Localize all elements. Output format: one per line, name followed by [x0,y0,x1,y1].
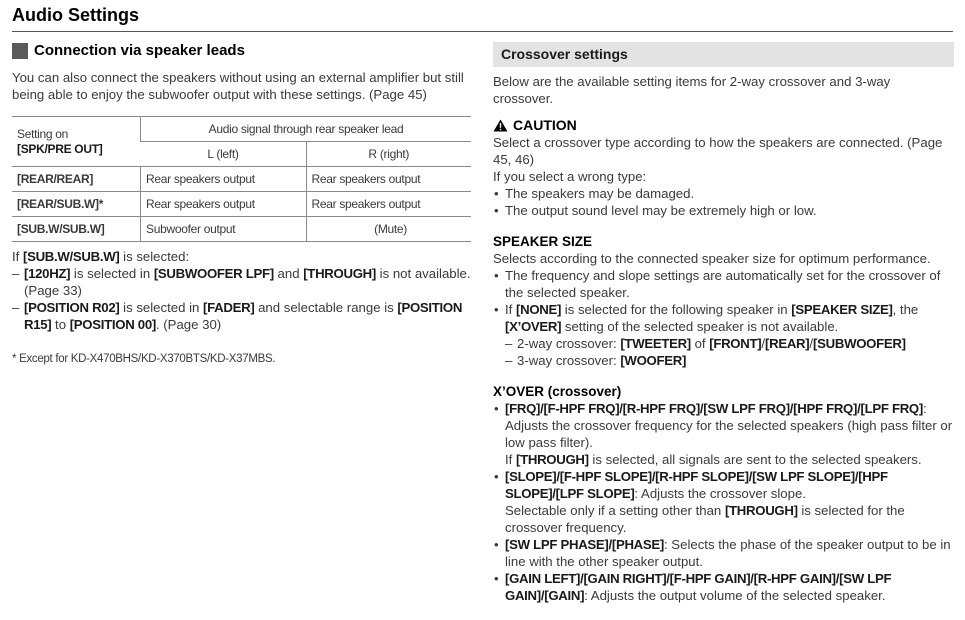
crossover-settings-heading: Crossover settings [493,42,954,67]
table-row [12,192,471,217]
setting-on-key: [SPK/PRE OUT] [17,141,103,156]
row-setting: [REAR/REAR] [12,167,141,192]
list-item: – 3-way crossover: [WOOFER] [505,352,954,369]
if-selected-note [12,248,472,265]
speaker-size-desc: Selects according to the connected speaker size for optimum performance. [493,251,931,266]
caution-heading [493,117,954,134]
speaker-size-list [493,267,954,369]
row-left-value: Rear speakers output [141,192,307,217]
table-group-header: Audio signal through rear speaker lead [141,117,472,142]
wrong-type-list [493,185,954,219]
caution-title: CAUTION [513,117,577,133]
col-left-header: L (left) [141,142,307,167]
table-header-row [12,117,471,142]
if-post: is selected: [119,249,190,264]
list-item: • [FRQ]/[F-HPF FRQ]/[R-HPF FRQ]/[SW LPF FRQ]/[HPF FRQ]/[LPF FRQ]: Adjusts the crossover frequency for the selected speakers (high pass filter or low pass filter). If [THROUGH] is selected, all signals are sent to the selected speakers. [493,400,954,468]
table-row [12,167,471,192]
crossover-type-list [505,335,954,369]
right-column [493,42,954,604]
section-title: Connection via speaker leads [34,42,245,59]
warning-triangle-icon [493,119,508,132]
title-divider [12,31,953,32]
speaker-output-table [12,116,471,242]
if-pre: If [12,249,23,264]
if-key: [SUB.W/SUB.W] [23,249,120,264]
list-item: – [120HZ] is selected in [SUBWOOFER LPF] and [THROUGH] is not available. (Page 33) [12,265,472,299]
table-setting-header [12,117,141,167]
list-item: – 2-way crossover: [TWEETER] of [FRONT]/[REAR]/[SUBWOOFER] [505,335,954,352]
setting-on-label: Setting on [17,126,69,141]
wrong-type-label: If you select a wrong type: [493,169,647,184]
footnote: * Except for KD-X470BHS/KD-X370BTS/KD-X37MBS. [12,353,276,365]
row-setting: [SUB.W/SUB.W] [12,217,141,242]
row-right-value: (Mute) [306,217,471,242]
list-item: • The frequency and slope settings are automatically set for the crossover of the selected speaker. [493,267,954,301]
col-right-header: R (right) [306,142,471,167]
row-right-value: Rear speakers output [306,192,471,217]
notes-list [12,265,472,333]
list-item: • If [NONE] is selected for the following speaker in [SPEAKER SIZE], the [X’OVER] setting of the selected speaker is not available. – 2-way crossover: [TWEETER] of [FRONT]/[REAR]/[SUBWOOFER] – 3-way crossover: [WOOFER] [493,301,954,369]
caution-text: Select a crossover type according to how the speakers are connected. (Page 45, 46) [493,135,943,167]
table-row [12,217,471,242]
row-setting: [REAR/SUB.W]* [12,192,141,217]
list-item: • [SLOPE]/[F-HPF SLOPE]/[R-HPF SLOPE]/[SW LPF SLOPE]/[HPF SLOPE]/[LPF SLOPE]: Adjusts the crossover slope. Selectable only if a setting other than [THROUGH] is selected for the crossover frequency. [493,468,954,536]
list-item: • [GAIN LEFT]/[GAIN RIGHT]/[F-HPF GAIN]/[R-HPF GAIN]/[SW LPF GAIN]/[GAIN]: Adjusts the output volume of the selected speaker. [493,570,954,604]
crossover-intro: Below are the available setting items for 2-way crossover and 3-way crossover. [493,74,891,106]
speaker-size-heading: SPEAKER SIZE [493,234,593,249]
list-item: • The speakers may be damaged. [493,185,954,202]
row-left-value: Subwoofer output [141,217,307,242]
list-item: – [POSITION R02] is selected in [FADER] and selectable range is [POSITION R15] to [POSITION 00]. (Page 30) [12,299,472,333]
xover-heading: X’OVER (crossover) [493,384,622,399]
xover-list [493,400,954,604]
row-right-value: Rear speakers output [306,167,471,192]
list-item: • [SW LPF PHASE]/[PHASE]: Selects the phase of the speaker output to be in line with the other speaker output. [493,536,954,570]
page-title: Audio Settings [12,5,139,25]
left-column [12,42,472,368]
intro-paragraph: You can also connect the speakers without using an external amplifier but still being able to enjoy the subwoofer output with these settings. (Page 45) [12,70,464,102]
section-square-icon [12,43,28,59]
section-heading-speaker-leads [12,42,472,59]
row-left-value: Rear speakers output [141,167,307,192]
list-item: • The output sound level may be extremely high or low. [493,202,954,219]
